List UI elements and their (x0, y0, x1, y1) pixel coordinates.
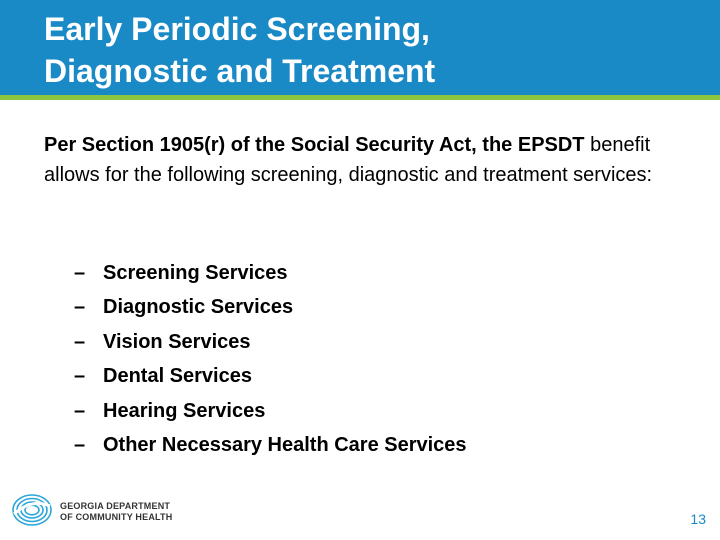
list-item (74, 359, 467, 393)
georgia-dch-swirl-icon (10, 490, 54, 530)
title-bar (0, 0, 720, 95)
logo-wordmark (60, 501, 172, 523)
slide-title-line-1: Early Periodic Screening, (44, 11, 430, 47)
intro-paragraph (44, 130, 684, 190)
list-item (74, 256, 467, 290)
intro-rest-text: benefit allows for the following screening, diagnostic and treatment services: (44, 134, 653, 186)
logo-line-2: OF COMMUNITY HEALTH (60, 512, 173, 522)
dash-marker: – (74, 434, 86, 457)
dash-marker: – (74, 330, 86, 353)
logo-line-1: GEORGIA DEPARTMENT (60, 501, 171, 511)
dash-marker: – (74, 365, 86, 388)
title-underline-rule (0, 95, 720, 100)
dash-marker: – (74, 262, 86, 284)
dash-marker: – (74, 296, 86, 319)
list-item-label: Diagnostic Services (103, 296, 294, 319)
list-item (74, 325, 467, 359)
list-item-label: Dental Services (103, 365, 252, 388)
slide-title (44, 8, 684, 92)
list-item (74, 428, 467, 462)
georgia-dch-logo (10, 490, 230, 530)
intro-bold-text: Per Section 1905(r) of the Social Security Act, the EPSDT (44, 134, 585, 156)
page-number: 13 (690, 511, 706, 527)
list-item-label: Other Necessary Health Care Services (103, 434, 467, 457)
list-item-label: Screening Services (103, 262, 288, 284)
list-item (74, 394, 467, 428)
list-item-label: Vision Services (103, 330, 251, 353)
services-list (74, 256, 467, 462)
slide-title-line-2: Diagnostic and Treatment (44, 53, 436, 89)
dash-marker: – (74, 399, 86, 422)
list-item (74, 290, 467, 324)
list-item-label: Hearing Services (103, 399, 266, 422)
